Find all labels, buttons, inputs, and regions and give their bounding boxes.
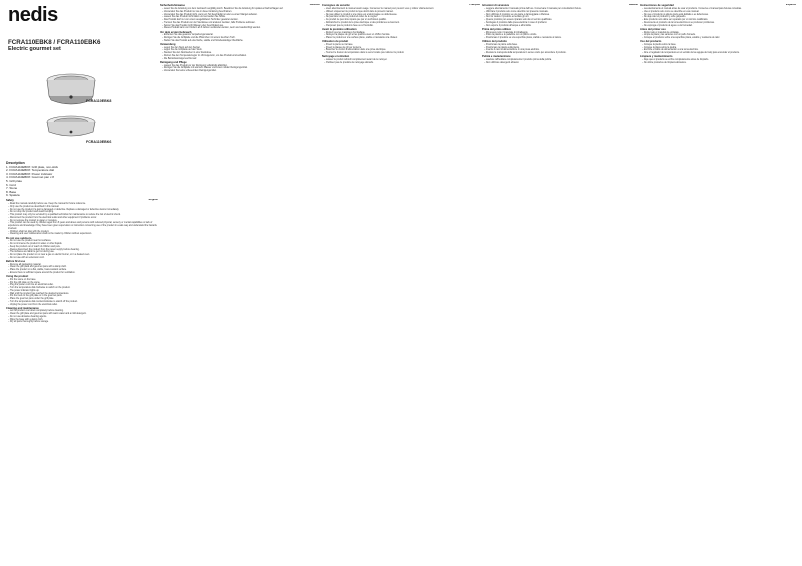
manual-line: – Put the food on the grill plate or in the gourmet pans. [8,295,63,298]
manual-line: – Verwenden Sie das Produkt nicht, wenn ein Teil beschädigt ist oder es einen Mangel aufweist. [162,13,258,16]
manual-line: – Ruotare la manopola della temperatura in senso orario per accendere il prodotto. [484,52,567,55]
manual-line: – Limpie la placa y las sartenes con un paño húmedo. [642,34,696,37]
description-item: 7. Stone [6,186,18,191]
manual-line: – Non utilizzare il prodotto se una parte è danneggiata o difettosa. [484,13,550,16]
section-heading: Utilizzo del prodotto [482,40,507,44]
language-label: Français [469,4,480,6]
figure-label-a: FCRA110EBK8 [86,99,112,103]
manual-line: – Desconecte el producto de la toma eléctrica si se producen problemas. [642,21,715,24]
manual-line: – The power indicator lights up. [8,289,40,292]
manual-line: – Do not use the product near hot surfaces. [8,240,52,243]
manual-line: – Este producto solo debe ser reparado por un técnico cualificado. [642,19,709,22]
manual-line: – No deje caer el producto y evite golpearlo. [642,16,687,19]
manual-line: – Verwenden Sie das Produkt nur wie in dieser Anleitung beschrieben. [162,10,233,13]
manual-line: – Non utilizzare detergenti abrasivi. [484,61,520,64]
section-heading: Do not use outdoors. [6,236,33,240]
manual-line: – Do not use with an extension cord. [8,256,45,259]
manual-line: – Lisez attentivement le manuel avant usage. Conservez le manuel pour pouvoir vous y référer ultérieurement. [324,8,435,11]
section-heading: Safety [6,199,14,203]
manual-column [482,4,638,561]
description-item: 5. Grill plate [6,178,23,183]
manual-line: – Posez la plaque de gril sur la pierre. [324,46,362,49]
manual-line: – Drehen Sie den Temperaturregler im Uhrzeigersinn, um das Produkt einzuschalten. [162,54,247,57]
manual-line: – Branchez le cordon d'alimentation dans une prise électrique. [324,49,387,52]
manual-line: – Children shall not play with the product. [8,230,50,233]
section-heading: Limpieza y mantenimiento [640,55,673,59]
description-item: 1. FCRA110EBK8: Grill plate, non-stick [6,164,58,169]
manual-line: – Dieses Produkt kann von Kindern ab 8 Jahren verwendet werden, wenn sie beaufsichtigt werden. [162,27,261,30]
manual-line: – Let the product cool down completely before cleaning. [8,310,64,313]
manual-line: – Retire todo el material de embalaje. [642,31,680,34]
manual-line: – N'exposez pas le produit à l'eau ou à l'humidité. [324,24,374,27]
manual-line: – Do not use the product if a part is damaged or defective. Replace a damaged or defective device immediately. [8,208,120,211]
manual-line: – No exponga el producto al agua o a la humedad. [642,24,693,27]
manual-line: – Place the gourmet pans under the grill plate. [8,298,55,301]
manual-line: – Lea atentamente el manual antes de usar el producto. Conserve el manual para futuras consultas. [642,8,742,11]
language-label: Deutsch [309,4,320,6]
manual-line: – Gire el regulador de temperatura en el sentido de las agujas del reloj para encender el producto. [642,52,740,55]
manual-line: – Wipe the base with a damp cloth. [8,318,44,321]
manual-line: – Retirez tous les matériaux d'emballage. [324,31,366,34]
manual-line: – Tournez le bouton de température dans le sens horaire pour allumer le produit. [324,52,405,55]
manual-line: – No utilice productos de limpieza abrasivos. [642,61,687,64]
brand-logo: nedis [8,4,58,26]
section-heading: Nettoyage et entretien [322,55,350,59]
section-heading: Prima del primo utilizzo [482,27,512,31]
description-item: 3. FCRA110EBK8: Power indicator [6,171,53,176]
section-heading: Cleaning and maintenance [6,306,39,310]
manual-line: – Clean the grill plate and gourmet pans with a damp cloth. [8,266,67,269]
section-heading: Instrucciones de seguridad [640,4,674,8]
manual-line: – Do not immerse the product in water or other liquids. [8,243,63,246]
manual-line: – Posizionare la pietra sulla base. [484,43,518,46]
manual-line: – Enchufe el cable de alimentación a una toma eléctrica. [642,49,699,52]
manual-line: – Pulire la piastra e le padelline con un panno umido. [484,34,537,37]
description-heading: Description [6,161,25,165]
manual-line: – Dry all parts thoroughly before storage. [8,321,49,324]
description-item: 2. FCRA110EBK8: Temperature dial [6,168,54,173]
manual-line: – Disconnect the product from the electrical outlet and other equipment if problems occur. [8,216,97,219]
manual-column [640,4,796,561]
manual-line: – Do not expose the product to water or moisture. [8,219,58,222]
manual-line: – Read the manual carefully before use. Keep the manual for future reference. [8,203,86,206]
manual-line: – Trennen Sie das Produkt von der Steckdose und anderen Geräten, falls Probleme auftreten. [162,21,256,24]
manual-line: – Posizionare la piastra sulla pietra. [484,46,520,49]
manual-line: – Das Produkt darf nur von einem ausgebildeten Techniker gewartet werden. [162,19,239,22]
manual-line: – Ensure there is sufficient space around the product for ventilation. [8,271,76,274]
manual-line: – Coloque la piedra sobre la base. [642,43,677,46]
section-heading: Istruzioni di sicurezza [482,4,509,8]
manual-line: – Inserire il cavo di alimentazione in una presa elettrica. [484,49,540,52]
manual-line: – Reinigen Sie die Grillplatte mit warmem Wasser und einem milden Reinigungsmittel. [162,67,248,70]
manual-line: – Questo prodotto può essere riparato solo da un tecnico qualificato. [484,19,553,22]
manual-line: – Do not use abrasive cleaning agents. [8,315,47,318]
section-heading: Avant la première utilisation [322,27,357,31]
section-heading: Uso del producto [640,40,662,44]
model-line: FCRA110EBK8 / FCRA110EBK6 [8,39,101,46]
manual-line: – This product may only be serviced by a qualified technician for maintenance to reduce the risk of electric shock. [8,214,121,217]
manual-line: – Wait until the product has reached the desired temperature. [8,292,70,295]
manual-column [160,4,320,561]
manual-line: – Plug the power cord into an electrical outlet. [8,284,54,287]
section-heading: Using the product [6,275,29,279]
manual-line: – Non esporre il prodotto all'acqua o all'umidità. [484,24,532,27]
manual-line: – The surfaces are liable to get hot during use. [8,251,55,254]
manual-line: – Die Betriebsanzeige leuchtet auf. [162,57,197,60]
manual-line: – Lasciare raffreddare completamente il prodotto prima della pulizia. [484,59,552,62]
manual-line: – Place the product on a flat, stable, heat-resistant surface. [8,269,67,272]
manual-column [322,4,480,561]
section-heading: Sicherheitshinweise [160,4,185,8]
manual-line: – Débranchez le produit de la prise électrique si des problèmes surviennent. [324,21,400,24]
language-label: Italiano [628,4,638,6]
description-item: 9. Spatula [6,193,20,198]
manual-line: – Use el producto solo como se describe en este manual. [642,10,700,13]
section-heading: Antes del primer uso [640,27,666,31]
manual-column [6,199,158,561]
description-list [6,162,88,198]
section-heading: Vor dem ersten Gebrauch [160,30,192,34]
section-heading: Before first use [6,259,26,263]
manual-line: – Verwenden Sie keine scheuernden Reinigungsmittel. [162,70,217,73]
manual-line: – N'utilisez pas de produits de nettoyage abrasifs. [324,61,374,64]
description-item: 6. Cord [6,182,16,187]
section-heading: Verwendung [160,42,176,46]
manual-line: – Non far cadere il prodotto ed evitare gli urti. [484,16,530,19]
language-label: English [148,199,158,201]
description-item: 4. FCRA110EBK8: Gourmet pan x 8 [6,175,54,180]
manual-line: – Placez le produit sur une surface plane, stable et résistante à la chaleur. [324,37,398,40]
manual-line: – Put the grill plate on the stone. [8,281,41,284]
manual-line: – Lesen Sie die Anleitung vor dem Gebrauch sorgfältig durch. Bewahren Sie die Anleitung für späteres Nachschlagen auf. [162,8,284,11]
section-heading: Consignes de sécurité [322,4,350,8]
manual-line: – Ce produit ne peut être réparé que par un technicien qualifié. [324,19,387,22]
manual-line: – Do not place the product on or near a gas or electric burner, or in a heated oven. [8,254,90,257]
manual-line: – Legen Sie den Stein auf den Sockel. [162,46,201,49]
product-heading [8,39,101,54]
manual-line: – Utilisez uniquement le produit tel que décrit dans le présent manuel. [324,10,394,13]
manual-line: – Clean the grill plate and gourmet pans with warm water and a mild detergent. [8,313,87,316]
manual-line: – Keep the product out of reach of children and pets. [8,245,61,248]
manual-line: – No use el producto si alguna pieza está dañada o es defectuosa. [642,13,709,16]
manual-line: – Unplug the power cord from the electrical outlet. [8,303,58,306]
manual-line: – Posez la pierre sur la base. [324,43,354,46]
manual-line: – Remove all packaging material. [8,263,42,266]
product-title: Electric gourmet set [8,46,61,53]
manual-line: – Entfernen Sie das gesamte Verpackungsmaterial. [162,34,214,37]
manual-line: – Turn the temperature dial clockwise to switch on the product. [8,287,71,290]
manual-line: – Reinigen Sie die Grillplatte und die Pfännchen mit einem feuchten Tuch. [162,37,236,40]
manual-line: – Do not drop the product and avoid bumping. [8,211,54,214]
manual-line: – Lassen Sie das Produkt nicht fallen und vermeiden Sie Stöße. [162,16,226,19]
manual-line: – Leggere attentamente il manuale prima dell'uso. Conservare il manuale per consultazioni future. [484,8,582,11]
manual-line: – Posizionare il prodotto su una superficie piana, stabile e resistente al calore. [484,37,562,40]
manual-line: – Coloque la placa sobre la piedra. [642,46,677,49]
section-heading: Pulizia e manutenzione [482,55,511,59]
manual-line: – Rimuovere tutto il materiale di imballaggio. [484,31,529,34]
manual-line: – Coloque el producto sobre una superficie plana, estable y resistente al calor. [642,37,721,40]
manual-line: – Put the stone on the base. [8,278,37,281]
manual-line: – This product can be used by children aged from 8 years and above and persons with reduced physical, sensory or mental capabilities or lack of experience and knowledge if they have been given supervision or instruction concerning use of the product in a safe way and understand the hazards involved. [8,222,157,230]
manual-line: – Legen Sie die Grillplatte auf den Stein. [162,49,203,52]
manual-line: – Scollegare il prodotto dalla presa elettrica in caso di problemi. [484,21,548,24]
manual-line: – Laissez le produit refroidir complètement avant de le nettoyer. [324,59,388,62]
manual-line: – Turn the temperature dial counterclockwise to switch off the product. [8,300,78,303]
section-heading: Utilisation du produit [322,40,349,44]
figure-label-b: FCRA110EBK6 [86,140,112,144]
manual-line: – Ne pas utiliser le produit si une pièce est endommagée ou défectueuse. [324,13,398,16]
manual-line: – Only use the product as described in this manual. [8,205,60,208]
section-heading: Reinigung und Pflege [160,60,187,64]
manual-line: – Always disconnect the product from the power supply before cleaning. [8,248,80,251]
language-label: Español [785,4,796,6]
manual-line: – Deje que el producto se enfríe completamente antes de limpiarlo. [642,59,709,62]
description-item: 8. Base [6,189,17,194]
manual-line: – Nettoyez la plaque de gril et les poêlons avec un chiffon humide. [324,34,391,37]
manual-line: – Stellen Sie das Produkt auf eine flache, stabile und hitzebeständige Oberfläche. [162,39,244,42]
manual-line: – Setzen Sie das Produkt nicht Wasser oder Feuchtigkeit aus. [162,24,224,27]
manual-line: – Ne pas faire tomber le produit et éviter de le cogner. [324,16,378,19]
manual-line: – Cleaning and user maintenance shall not be made by children without supervision. [8,233,92,236]
manual-line: – Lassen Sie das Produkt vor der Reinigung vollständig abkühlen. [162,64,228,67]
manual-line: – Utilizzare il prodotto solo come descritto nel presente manuale. [484,10,549,13]
manual-line: – Stecken Sie den Netzstecker in eine Steckdose. [162,52,212,55]
